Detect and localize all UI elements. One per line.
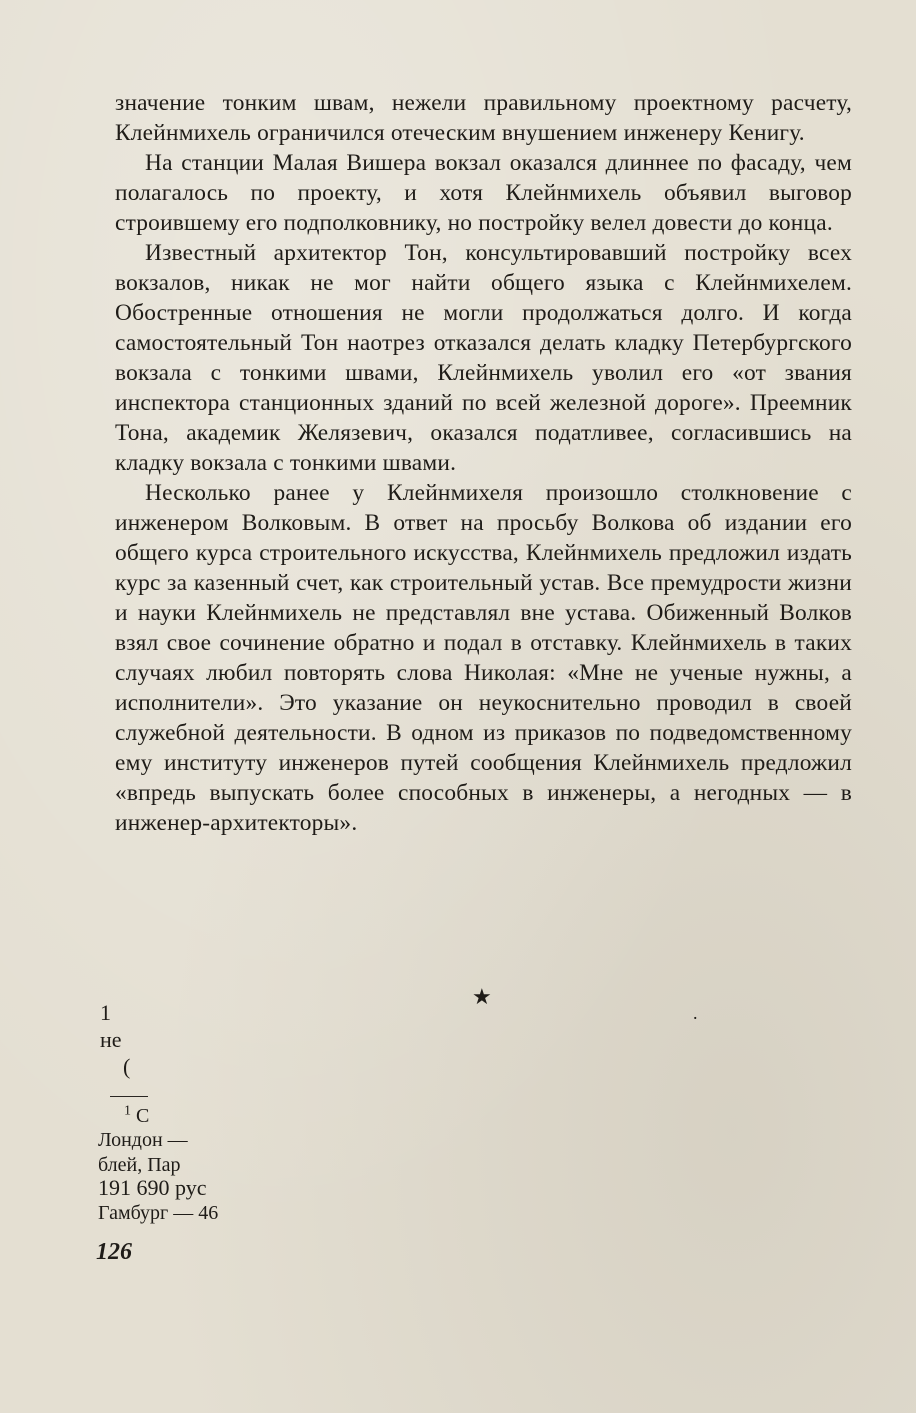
footnote-number: 1 xyxy=(124,1103,131,1119)
footnote-marker xyxy=(124,1104,149,1128)
paragraph-1: значение тонким швам, нежели правильному проектному расчету, Клейнмихель ограничился отеческим внушением инженеру Кенигу. xyxy=(115,90,852,146)
torn-fragment-3: ( xyxy=(123,1054,131,1079)
paragraph-4: Несколько ранее у Клейнмихеля произошло столкновение с инженером Волковым. В ответ на просьбу Волкова об издании его общего курса строительного искусства, Клейнмихель предложил издать курс за казенный счет, как строительный устав. Все премудрости жизни и науки Клейнмихель не представлял вне устава. Обиженный Волков взял свое сочинение обратно и подал в отставку. Клейнмихель в таких случаях любил повторять слова Николая: «Мне не ученые нужны, а исполнители». Это указание он неукоснительно проводил в своей служебной деятельности. В одном из приказов по подведомственному ему институту инженеров путей сообщения Клейнмихель предложил «впредь выпускать более способных в инженеры, а негодных — в инженер-архитекторы». xyxy=(115,480,852,836)
footnote-marker-tail: С xyxy=(136,1105,150,1127)
footnote-line-1: Лондон — xyxy=(98,1129,188,1151)
paragraph-2: На станции Малая Вишера вокзал оказался длиннее по фасаду, чем полагалось по проекту, и хотя Клейнмихель объявил выговор строившему его подполковнику, но постройку велел довести до конца. xyxy=(115,150,852,236)
stray-dot: . xyxy=(693,1003,698,1023)
footnote-line-4: Гамбург — 46 xyxy=(98,1202,219,1224)
torn-fragment-1: 1 xyxy=(100,1000,111,1025)
main-text xyxy=(115,88,852,838)
torn-fragment-2: не xyxy=(100,1027,122,1052)
section-separator-star: ★ xyxy=(472,984,492,1009)
page-number: 126 xyxy=(96,1239,132,1265)
footnote-line-3: 191 690 рус xyxy=(98,1175,207,1200)
footnote-line-2: блей, Пар xyxy=(98,1154,181,1176)
footnote-divider xyxy=(110,1096,148,1097)
paragraph-3: Известный архитектор Тон, консультировавший постройку всех вокзалов, никак не мог найти общего языка с Клейнмихелем. Обостренные отношения не могли продолжаться долго. И когда самостоятельный Тон наотрез отказался делать кладку Петербургского вокзала с тонкими швами, Клейнмихель уволил его «от звания инспектора станционных зданий по всей железной дороге». Преемник Тона, академик Желязевич, оказался податливее, согласившись на кладку вокзала с тонкими швами. xyxy=(115,240,852,476)
